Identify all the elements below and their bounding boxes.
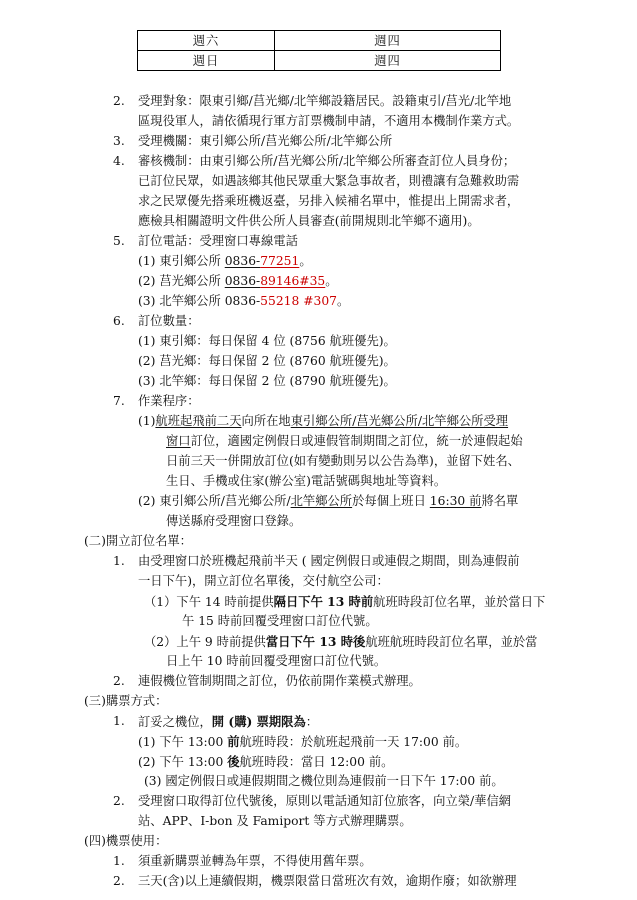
item-number: 6. bbox=[113, 314, 125, 328]
review-line-3: 求之民眾優先搭乘班機返臺，另排入候補名單中，惟提出上開需求者， bbox=[138, 194, 520, 208]
item-number: 7. bbox=[113, 394, 125, 408]
ticket-use-line-2: 三天(含)以上連續假期，機票限當日當班次有效，逾期作廢；如欲辦理 bbox=[138, 874, 517, 888]
quota-line: (1) 東引鄉：每日保留 4 位 (8756 航班優先)。 bbox=[138, 334, 396, 348]
eligibility-line-2: 區現役軍人，請依循現行軍方訂票機制申請，不適用本機制作業方式。 bbox=[138, 114, 520, 128]
sub-item-2-line-2: 日上午 10 時前回覆受理窗口訂位代號。 bbox=[166, 654, 387, 668]
ticket-deadline-line: 訂妥之機位，開 (購) 票期限為： bbox=[138, 714, 319, 729]
quota-line: (3) 北竿鄉：每日保留 2 位 (8790 航班優先)。 bbox=[138, 374, 396, 388]
table-cell: 週四 bbox=[275, 51, 501, 71]
quota-title: 訂位數量： bbox=[138, 314, 200, 328]
procedure-1-line-4: 生日、手機或住家(辦公室)電話號碼與地址等資料。 bbox=[166, 474, 447, 488]
phone-number[interactable]: 77251 bbox=[260, 254, 300, 268]
table-row bbox=[138, 51, 501, 71]
procedure-1-line-3: 日前三天一併開放訂位(如有變動則另以公告為準)，並留下姓名、 bbox=[166, 454, 520, 468]
procedure-2-line-2: 傳送縣府受理窗口登錄。 bbox=[166, 514, 302, 528]
item-number: 3. bbox=[113, 134, 125, 148]
list-issue-line-2: 一日下午)，開立訂位名單後，交付航空公司： bbox=[138, 574, 389, 588]
purchase-line-2: 站、APP、I-bon 及 Famiport 等方式辦理購票。 bbox=[138, 814, 412, 828]
phone-title: 訂位電話：受理窗口專線電話 bbox=[138, 234, 298, 248]
procedure-2-line-1: (2) 東引鄉公所/莒光鄉公所/北竿鄉公所於每個上班日 16:30 前將名單 bbox=[138, 494, 519, 508]
phone-line-dongyin: (1) 東引鄉公所 0836-77251。 bbox=[138, 254, 312, 268]
phone-number[interactable]: 89146#35 bbox=[260, 274, 326, 288]
item-number: 1. bbox=[113, 854, 125, 868]
item-number: 2. bbox=[113, 794, 125, 808]
table-cell: 週六 bbox=[138, 31, 275, 51]
item-number: 1. bbox=[113, 714, 125, 728]
item-number: 2. bbox=[113, 94, 125, 108]
item-number: 4. bbox=[113, 154, 125, 168]
section-heading: (二)開立訂位名單： bbox=[84, 534, 192, 548]
table-cell: 週日 bbox=[138, 51, 275, 71]
phone-number[interactable]: 55218 #307 bbox=[260, 294, 337, 308]
section-heading: (三)購票方式： bbox=[84, 694, 168, 708]
review-line-4: 應檢具相關證明文件供公所人員審查(前開規則北竿鄉不適用)。 bbox=[138, 214, 480, 228]
table-row bbox=[138, 31, 501, 51]
purchase-line-1: 受理窗口取得訂位代號後，原則以電話通知訂位旅客，向立榮/華信網 bbox=[138, 794, 512, 808]
phone-line-juguang: (2) 莒光鄉公所 0836-89146#35。 bbox=[138, 274, 338, 288]
deadline-rule: (1) 下午 13:00 前航班時段：於航班起飛前一天 17:00 前。 bbox=[138, 734, 468, 749]
deadline-rule: (2) 下午 13:00 後航班時段：當日 12:00 前。 bbox=[138, 754, 394, 769]
procedure-1-line-2: 窗口訂位，適國定例假日或連假管制期間之訂位，統一於連假起始 bbox=[166, 434, 523, 448]
procedure-title: 作業程序： bbox=[138, 394, 200, 408]
item-number: 2. bbox=[113, 874, 125, 888]
phone-line-beigan: (3) 北竿鄉公所 0836-55218 #307。 bbox=[138, 294, 350, 308]
sub-item-2-line-1: （2）上午 9 時前提供當日下午 13 時後航班航班時段訂位名單，並於當 bbox=[144, 634, 538, 649]
item-number: 1. bbox=[113, 554, 125, 568]
list-issue-line-1: 由受理窗口於班機起飛前半天 ( 國定例假日或連假之期間，則為連假前 bbox=[138, 554, 520, 568]
procedure-1-line-1: (1)航班起飛前二天向所在地東引鄉公所/莒光鄉公所/北竿鄉公所受理 bbox=[138, 414, 509, 428]
holiday-booking-line: 連假機位管制期間之訂位，仍依前開作業模式辦理。 bbox=[138, 674, 421, 688]
item-number: 5. bbox=[113, 234, 125, 248]
item-number: 2. bbox=[113, 674, 125, 688]
deadline-rule: (3) 國定例假日或連假期間之機位則為連假前一日下午 17:00 前。 bbox=[144, 774, 504, 788]
agency-line: 受理機關：東引鄉公所/莒光鄉公所/北竿鄉公所 bbox=[138, 134, 393, 148]
schedule-table bbox=[137, 30, 501, 71]
table-cell: 週四 bbox=[275, 31, 501, 51]
sub-item-1-line-1: （1）下午 14 時前提供隔日下午 13 時前航班時段訂位名單，並於當日下 bbox=[144, 594, 546, 609]
review-line-1: 審核機制：由東引鄉公所/莒光鄉公所/北竿鄉公所審查訂位人員身份； bbox=[138, 154, 516, 168]
section-heading: (四)機票使用： bbox=[84, 834, 168, 848]
eligibility-line-1: 受理對象：限東引鄉/莒光鄉/北竿鄉設籍居民。設籍東引/莒光/北竿地 bbox=[138, 94, 512, 108]
ticket-use-line-1: 須重新購票並轉為年票，不得使用舊年票。 bbox=[138, 854, 372, 868]
quota-line: (2) 莒光鄉：每日保留 2 位 (8760 航班優先)。 bbox=[138, 354, 396, 368]
review-line-2: 已訂位民眾，如遇該鄉其他民眾重大緊急事故者，則禮讓有急難救助需 bbox=[138, 174, 520, 188]
sub-item-1-line-2: 午 15 時前回覆受理窗口訂位代號。 bbox=[182, 614, 378, 628]
